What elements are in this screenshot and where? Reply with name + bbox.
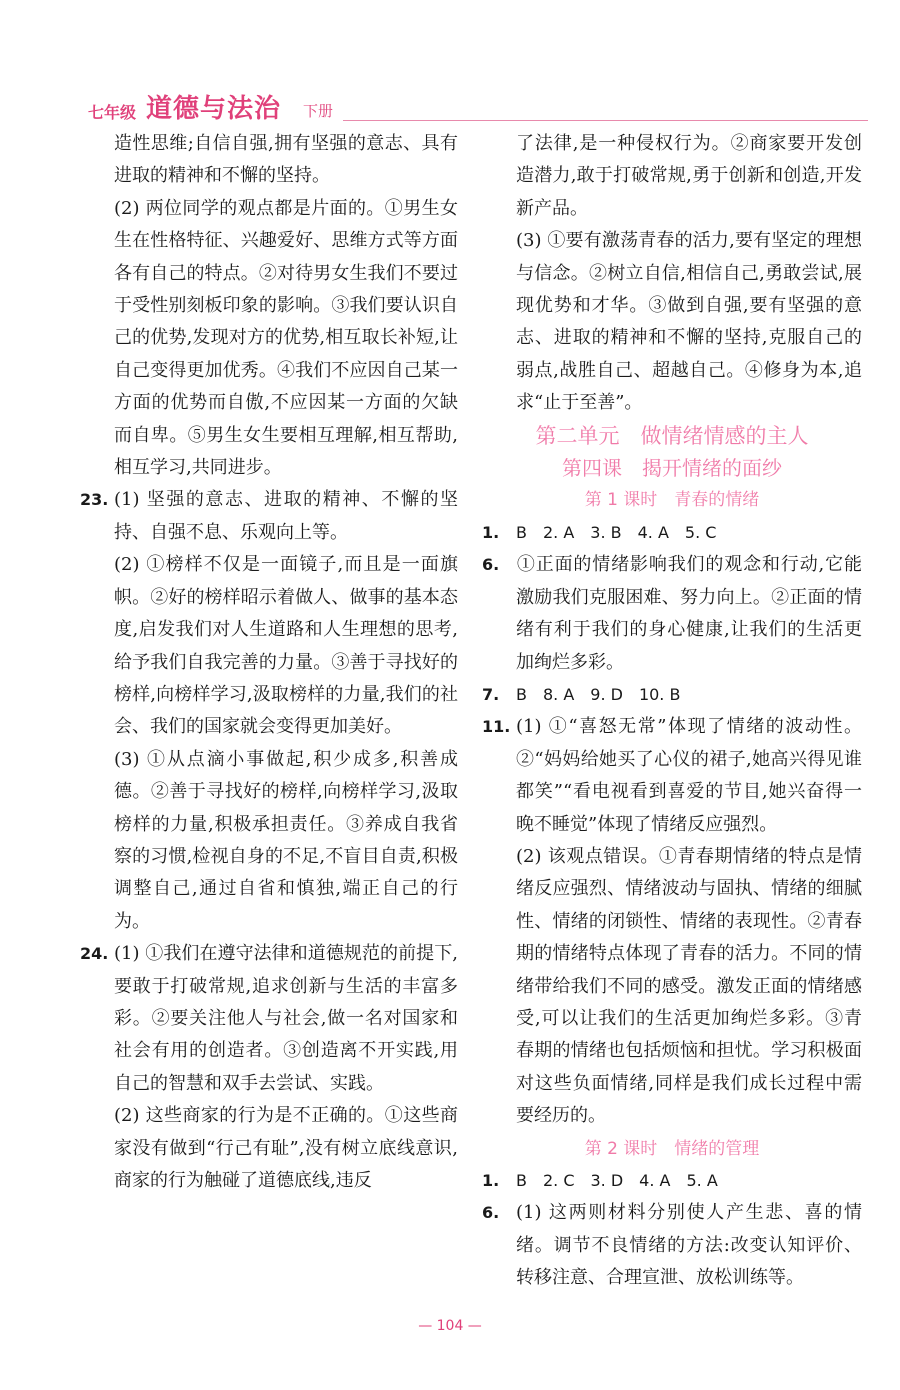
answer-paragraph	[80, 744, 458, 938]
header-subject: 道德与法治	[146, 94, 282, 124]
answer-paragraph	[80, 1100, 458, 1197]
header-volume: 下册	[303, 102, 334, 120]
answer-paragraph	[482, 225, 862, 419]
section-heading	[482, 420, 862, 452]
paragraph-text: B 8. A 9. D 10. B	[516, 684, 681, 704]
paragraph-text: (1) ①我们在遵守法律和道德规范的前提下,要敢于打破常规,追求创新与生活的丰富多彩。②要关注他人与社会,做一名对国家和社会有用的创造者。③创造离不开实践,用自己的智慧和双手去尝试、实践。	[114, 943, 458, 1094]
paragraph-text: (2) 两位同学的观点都是片面的。①男生女生在性格特征、兴趣爱好、思维方式等方面各有自己的特点。②对待男女生我们不要过于受性别刻板印象的影响。③我们要认识自己的优势,发现对方的优势,相互取长补短,让自己变得更加优秀。④我们不应因自己某一方面的优势而自傲,不应因某一方面的欠缺而自卑。⑤男生女生要相互理解,相互帮助,相互学习,共同进步。	[114, 197, 458, 479]
section-heading	[482, 484, 862, 516]
answer-paragraph	[482, 549, 862, 679]
paragraph-text: 第 1 课时 青春的情绪	[584, 490, 760, 511]
paragraph-text: (2) 该观点错误。①青春期情绪的特点是情绪反应强烈、情绪波动与固执、情绪的细腻性、情绪的闭锁性、情绪的表现性。②青春期的情绪特点体现了青春的活力。不同的情绪带给我们不同的感受。激发正面的情绪感受,可以让我们的生活更加绚烂多彩。③青春期的情绪也包括烦恼和担忧。学习积极面对这些负面情绪,同样是我们成长过程中需要经历的。	[516, 845, 862, 1127]
question-number: 7.	[482, 684, 500, 704]
running-header	[88, 86, 868, 126]
answer-paragraph	[80, 128, 458, 193]
answer-paragraph	[80, 938, 458, 1100]
section-heading	[482, 452, 862, 484]
paragraph-text: (1) 坚强的意志、进取的精神、不懈的坚持、自强不息、乐观向上等。	[114, 489, 458, 543]
paragraph-text: (1) ①“喜怒无常”体现了情绪的波动性。②“妈妈给她买了心仪的裙子,她高兴得见谁都笑”“看电视看到喜爱的节目,她兴奋得一晚不睡觉”体现了情绪反应强烈。	[516, 716, 862, 835]
right-column	[482, 128, 862, 1295]
answer-paragraph	[482, 841, 862, 1133]
paragraph-text: 了法律,是一种侵权行为。②商家要开发创造潜力,敢于打破常规,勇于创新和创造,开发新产品。	[516, 133, 862, 219]
question-number: 1.	[482, 522, 500, 542]
answer-paragraph	[482, 1197, 862, 1294]
question-number: 6.	[482, 555, 500, 575]
answer-paragraph	[80, 549, 458, 743]
header-rule	[343, 120, 868, 121]
paragraph-text: ①正面的情绪影响我们的观念和行动,它能激励我们克服困难、努力向上。②正面的情绪有利于我们的身心健康,让我们的生活更加绚烂多彩。	[516, 554, 862, 673]
paragraph-text: 第四课 揭开情绪的面纱	[562, 456, 782, 481]
left-column	[80, 128, 458, 1197]
question-number: 24.	[80, 944, 109, 964]
paragraph-text: (3) ①从点滴小事做起,积少成多,积善成德。②善于寻找好的榜样,向榜样学习,汲取榜样的力量,积极承担责任。③养成自我省察的习惯,检视自身的不足,不盲目自责,积极调整自己,通过自省和慎独,端正自己的行为。	[114, 748, 458, 932]
paragraph-text: (2) 这些商家的行为是不正确的。①这些商家没有做到“行己有耻”,没有树立底线意识,商家的行为触碰了道德底线,违反	[114, 1105, 458, 1191]
answer-paragraph	[482, 1165, 862, 1197]
question-number: 11.	[482, 717, 511, 737]
page-number: — 104 —	[418, 1318, 482, 1334]
question-number: 1.	[482, 1171, 500, 1190]
paragraph-text: 第 2 课时 情绪的管理	[584, 1138, 760, 1159]
answer-paragraph	[482, 679, 862, 711]
question-number: 23.	[80, 490, 109, 510]
answer-paragraph	[80, 193, 458, 485]
question-number: 6.	[482, 1203, 500, 1223]
answer-paragraph	[482, 517, 862, 549]
paragraph-text: B 2. A 3. B 4. A 5. C	[516, 522, 717, 542]
answer-paragraph	[482, 711, 862, 841]
paragraph-text: 第二单元 做情绪情感的主人	[535, 423, 809, 448]
paragraph-text: (1) 这两则材料分别使人产生悲、喜的情绪。调节不良情绪的方法:改变认知评价、转移注意、合理宣泄、放松训练等。	[516, 1202, 862, 1289]
answer-paragraph	[482, 128, 862, 225]
paragraph-text: (2) ①榜样不仅是一面镜子,而且是一面旗帜。②好的榜样昭示着做人、做事的基本态度,启发我们对人生道路和人生理想的思考,给予我们自我完善的力量。③善于寻找好的榜样,向榜样学习,汲取榜样的力量,我们的社会、我们的国家就会变得更加美好。	[114, 554, 458, 738]
answer-paragraph	[80, 484, 458, 549]
paragraph-text: 造性思维;自信自强,拥有坚强的意志、具有进取的精神和不懈的坚持。	[114, 133, 458, 187]
paragraph-text: B 2. C 3. D 4. A 5. A	[516, 1171, 718, 1190]
paragraph-text: (3) ①要有激荡青春的活力,要有坚定的理想与信念。②树立自信,相信自己,勇敢尝试,展现优势和才华。③做到自强,要有坚强的意志、进取的精神和不懈的坚持,克服自己的弱点,战胜自己、超越自己。④修身为本,追求“止于至善”。	[516, 230, 862, 414]
section-heading	[482, 1133, 862, 1165]
header-grade: 七年级	[88, 103, 137, 122]
